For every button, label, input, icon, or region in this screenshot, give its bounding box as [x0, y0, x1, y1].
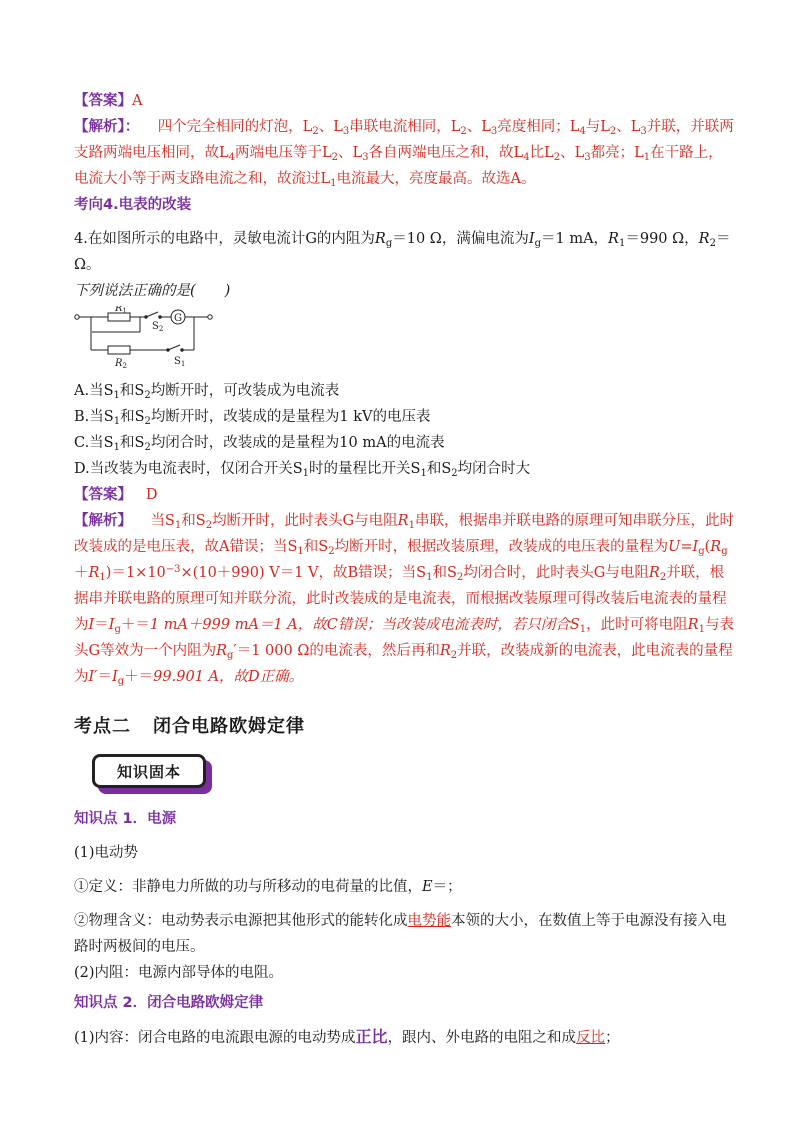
kp2-line1: (1)内容：闭合电路的电流跟电源的电动势成正比，跟内、外电路的电阻之和成反比；	[74, 1027, 620, 1046]
label-s1: $S_1$	[174, 356, 186, 368]
q4-option-c: C.当$S_1$和$S_2$均闭合时，改装成的是量程为10 mA的电流表	[74, 435, 445, 453]
kp2-title: 知识点 2．闭合电路欧姆定律	[74, 995, 264, 1011]
q4-stem-2: 下列说法正确的是( )	[74, 283, 231, 299]
kp1-line3: ②物理含义：电动势表示电源把其他形式的能转化成电势能本领的大小，在数值上等于电源没有接入电路时两极间的电压。	[74, 913, 727, 955]
q4-analysis	[74, 508, 734, 690]
kp1-line2: ①定义：非静电力所做的功与所移动的电荷量的比值，E＝；	[74, 879, 462, 895]
q4-option-a: A.当$S_1$和$S_2$均断开时，可改装成为电流表	[74, 383, 340, 401]
q3-analysis-text: 四个完全相同的灯泡，$L_2$、$L_3$串联电流相同，$L_2$、$L_3$亮度相同；$L_4$与$L_2$、$L_3$并联，并联两支路两端电压相同，故$L_4$两端电压等于$L_2$、$L_3$各自两端电压之和，故$L_4$比$L_2$、$L_3$都亮；$L_1$在干路上，电流大小等于两支路电流之和，故流过$L_1$电流最大，亮度最高。故选A。	[74, 119, 734, 189]
q4-stem: 4.在如图所示的电路中，灵敏电流计G的内阻为$R_g=10$ Ω，满偏电流为$I_g=1$ mA，$R_1=990$ Ω，$R_2= \Omega$。	[74, 231, 731, 273]
q4-analysis-label: 【解析】	[74, 512, 132, 529]
resistor-r2	[108, 346, 130, 354]
circuit-diagram	[74, 306, 734, 372]
q3-analysis-label: 【解析】：	[74, 118, 140, 135]
q3-answer-value: A	[132, 93, 143, 109]
q3-answer-line	[74, 88, 734, 114]
kaodian-heading	[74, 712, 734, 738]
kp1-line4: (2)内阻：电源内部导体的电阻。	[74, 965, 284, 981]
kp1-line1: (1)电动势	[74, 845, 139, 861]
kp1-underline-term: 电势能	[407, 913, 451, 929]
q3-answer-label: 【答案】	[74, 92, 132, 109]
terminal-right	[208, 315, 212, 319]
kaodian-title: 闭合电路欧姆定律	[153, 716, 305, 737]
q4-analysis-text: 当$S_1$和$S_2$均断开时，此时表头G与电阻$R_1$串联，根据串并联电路的原理可知串联分压，此时改装成的是电压表，故A错误；当$S_1$和$S_2$均断开时，根据改装原理，改装成的电压表的量程为$U=I_g(R_g+R_1)=1\times 10^{-3}\times(10+990)$ V＝1 V，故B错误；当$S_1$和$S_2$均闭合时，此时表头G与电阻$R_2$并联，根据串并联电路的原理可知并联分流，此时改装成的是电流表，而根据改装原理可得改装后电流表的量程为$I=I_g+=1$ mA＋999 mA＝1 A，故C错误；当改装成电流表时，若只闭合$S_1$，此时可将电阻$R_1$与表头G等效为一个内阻为$R_g'=1$ 000 Ω的电流表，然后再和$R_2$并联，改装成新的电流表，此电流表的量程为$I'=I_g+=99.901$ A，故D正确。	[74, 513, 734, 687]
circuit-svg	[74, 306, 224, 368]
label-r2: $R_2$	[115, 358, 127, 368]
badge-label: 知识固本	[92, 754, 206, 788]
q3-analysis	[74, 114, 734, 192]
kp2-underline-term: 反比	[576, 1030, 606, 1046]
kp2-emphasis: 正比	[355, 1027, 388, 1046]
terminal-left	[75, 315, 79, 319]
label-r1: $R_1$	[115, 306, 127, 315]
q4-answer-value: D	[145, 487, 158, 503]
switch-s1	[168, 345, 180, 350]
document-page	[74, 88, 734, 1051]
q4-option-b: B.当$S_1$和$S_2$均断开时，改装成的是量程为1 kV的电压表	[74, 409, 431, 427]
label-s2: $S_2$	[152, 321, 164, 333]
label-g: G	[174, 313, 182, 324]
kaodian-number: 考点二	[74, 716, 131, 737]
switch-s2	[146, 312, 158, 317]
section-title: 考向4.电表的改装	[74, 197, 192, 213]
kp1-title: 知识点 1．电源	[74, 811, 177, 827]
q4-option-d: D.当改装为电流表时，仅闭合开关$S_1$时的量程比开关$S_1$和$S_2$均闭合时大	[74, 461, 531, 479]
knowledge-badge	[92, 754, 214, 796]
q4-answer-line	[74, 482, 734, 508]
q4-answer-label: 【答案】	[74, 486, 132, 503]
